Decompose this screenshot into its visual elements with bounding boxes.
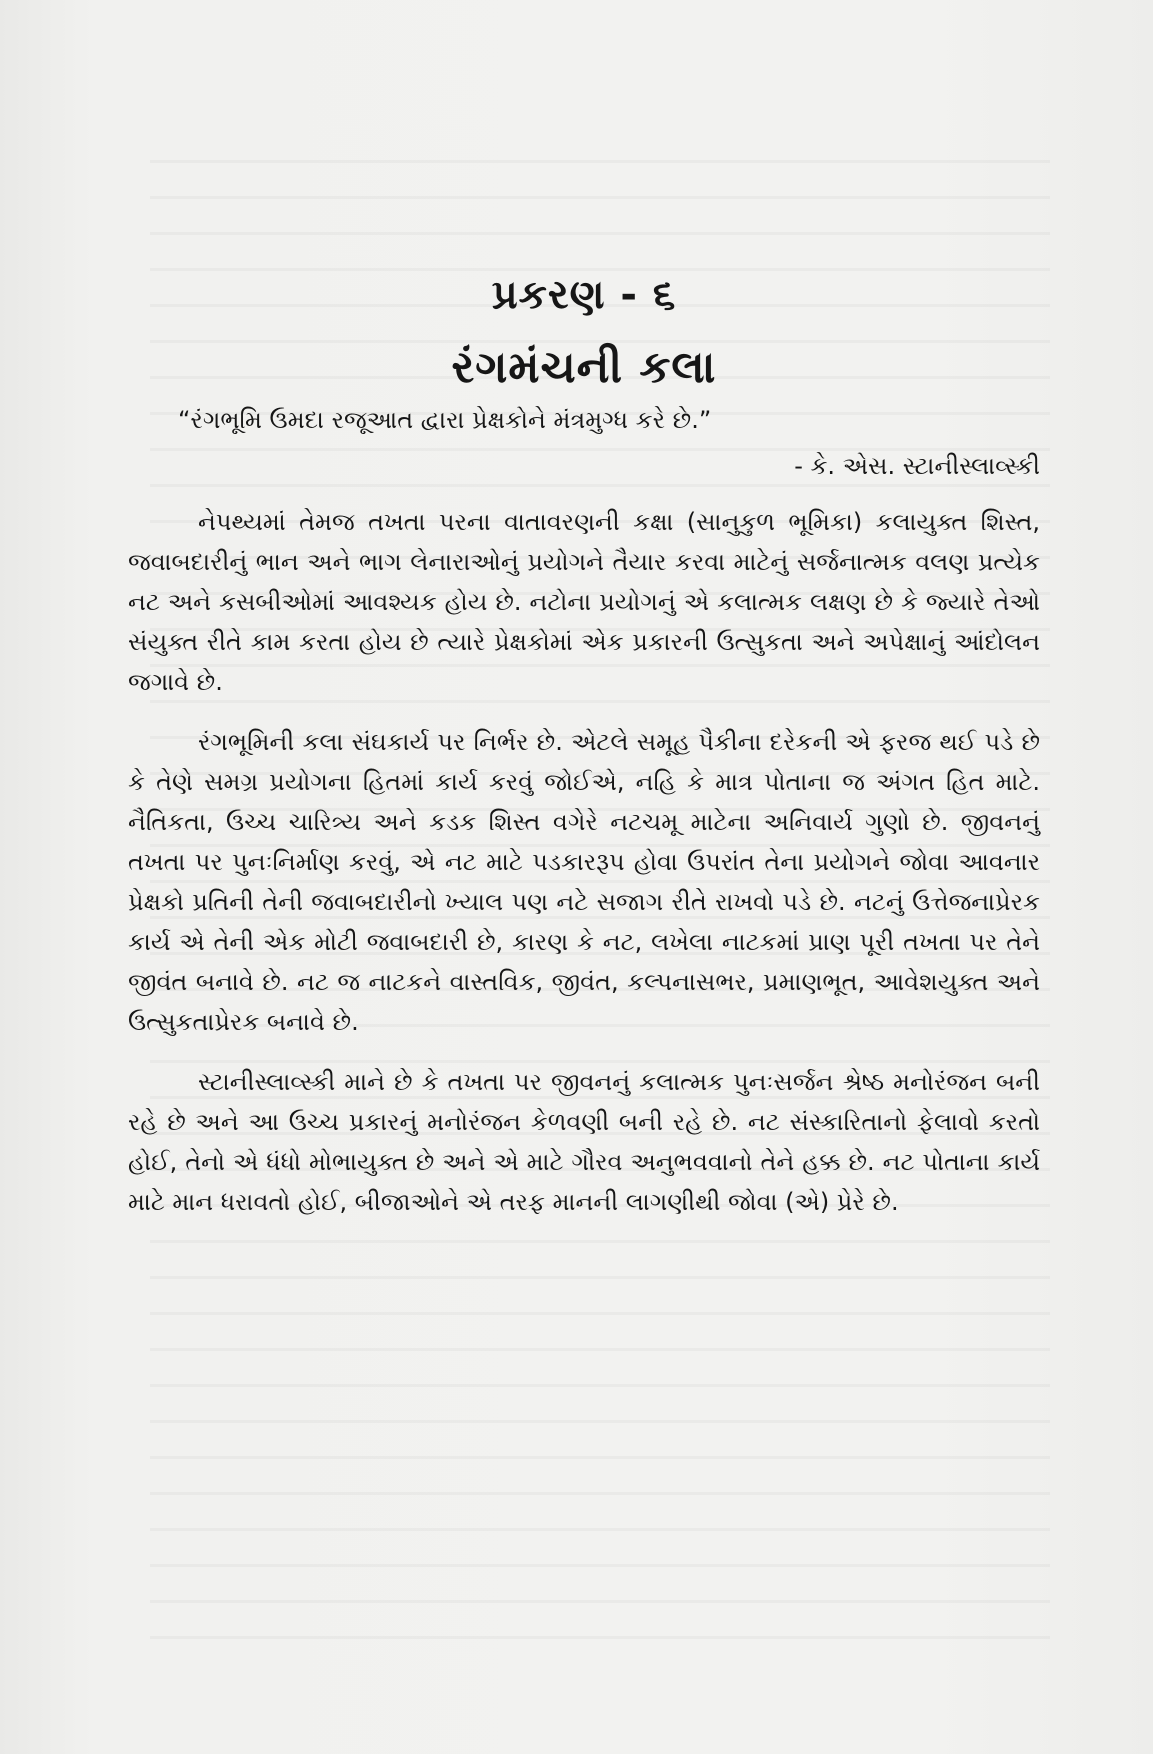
epigraph-attribution: - કે. એસ. સ્ટાનીસ્લાવ્સ્કી [794, 452, 1040, 480]
body-paragraph-2: રંગભૂમિની કલા સંઘકાર્ય પર નિર્ભર છે. એટલે સમૂહ પૈકીના દરેકની એ ફરજ થઈ પડે છે કે તેણે સમગ્ર પ્રયોગના હિતમાં કાર્ય કરવું જોઈએ, નહિ કે માત્ર પોતાના જ અંગત હિત માટે. નૈતિકતા, ઉચ્ચ ચારિત્ર્ય અને કડક શિસ્ત વગેરે નટચમૂ માટેના અનિવાર્ય ગુણો છે. જીવનનું તખતા પર પુનઃનિર્માણ કરવું, એ નટ માટે પડકારરૂપ હોવા ઉપરાંત તેના પ્રયોગને જોવા આવનાર પ્રેક્ષકો પ્રતિની તેની જવાબદારીનો ખ્યાલ પણ નટે સજાગ રીતે રાખવો પડે છે. નટનું ઉત્તેજનાપ્રેરક કાર્ય એ તેની એક મોટી જવાબદારી છે, કારણ કે નટ, લખેલા નાટકમાં પ્રાણ પૂરી તખતા પર તેને જીવંત બનાવે છે. નટ જ નાટકને વાસ્તવિક, જીવંત, કલ્પનાસભર, પ્રમાણભૂત, આવેશયુક્ત અને ઉત્સુકતાપ્રેરક બનાવે છે. [128, 728, 1040, 1036]
body-paragraph-1: નેપથ્યમાં તેમજ તખતા પરના વાતાવરણની કક્ષા (સાનુકુળ ભૂમિકા) કલાયુક્ત શિસ્ત, જવાબદારીનું ભાન અને ભાગ લેનારાઓનું પ્રયોગને તૈયાર કરવા માટેનું સર્જનાત્મક વલણ પ્રત્યેક નટ અને કસબીઓમાં આવશ્યક હોય છે. નટોના પ્રયોગનું એ કલાત્મક લક્ષણ છે કે જ્યારે તેઓ સંયુક્ત રીતે કામ કરતા હોય છે ત્યારે પ્રેક્ષકોમાં એક પ્રકારની ઉત્સુકતા અને અપેક્ષાનું આંદોલન જગાવે છે. [128, 508, 1040, 696]
body-paragraph-3: સ્ટાનીસ્લાવ્સ્કી માને છે કે તખતા પર જીવનનું કલાત્મક પુનઃસર્જન શ્રેષ્ઠ મનોરંજન બની રહે છે અને આ ઉચ્ચ પ્રકારનું મનોરંજન કેળવણી બની રહે છે. નટ સંસ્કારિતાનો ફેલાવો કરતો હોઈ, તેનો એ ધંધો મોભાયુક્ત છે અને એ માટે ગૌરવ અનુભવવાનો તેને હક્ક છે. નટ પોતાના કાર્ય માટે માન ધરાવતો હોઈ, બીજાઓને એ તરફ માનની લાગણીથી જોવા (એ) પ્રેરે છે. [128, 1068, 1040, 1216]
page-content [128, 270, 1040, 1222]
chapter-title: રંગમંચની કલા [451, 342, 717, 393]
epigraph-quote: “રંગભૂમિ ઉમદા રજૂઆત દ્વારા પ્રેક્ષકોને મંત્રમુગ્ધ કરે છે.” [178, 406, 712, 434]
chapter-number: પ્રકરણ - ૬ [491, 272, 677, 318]
